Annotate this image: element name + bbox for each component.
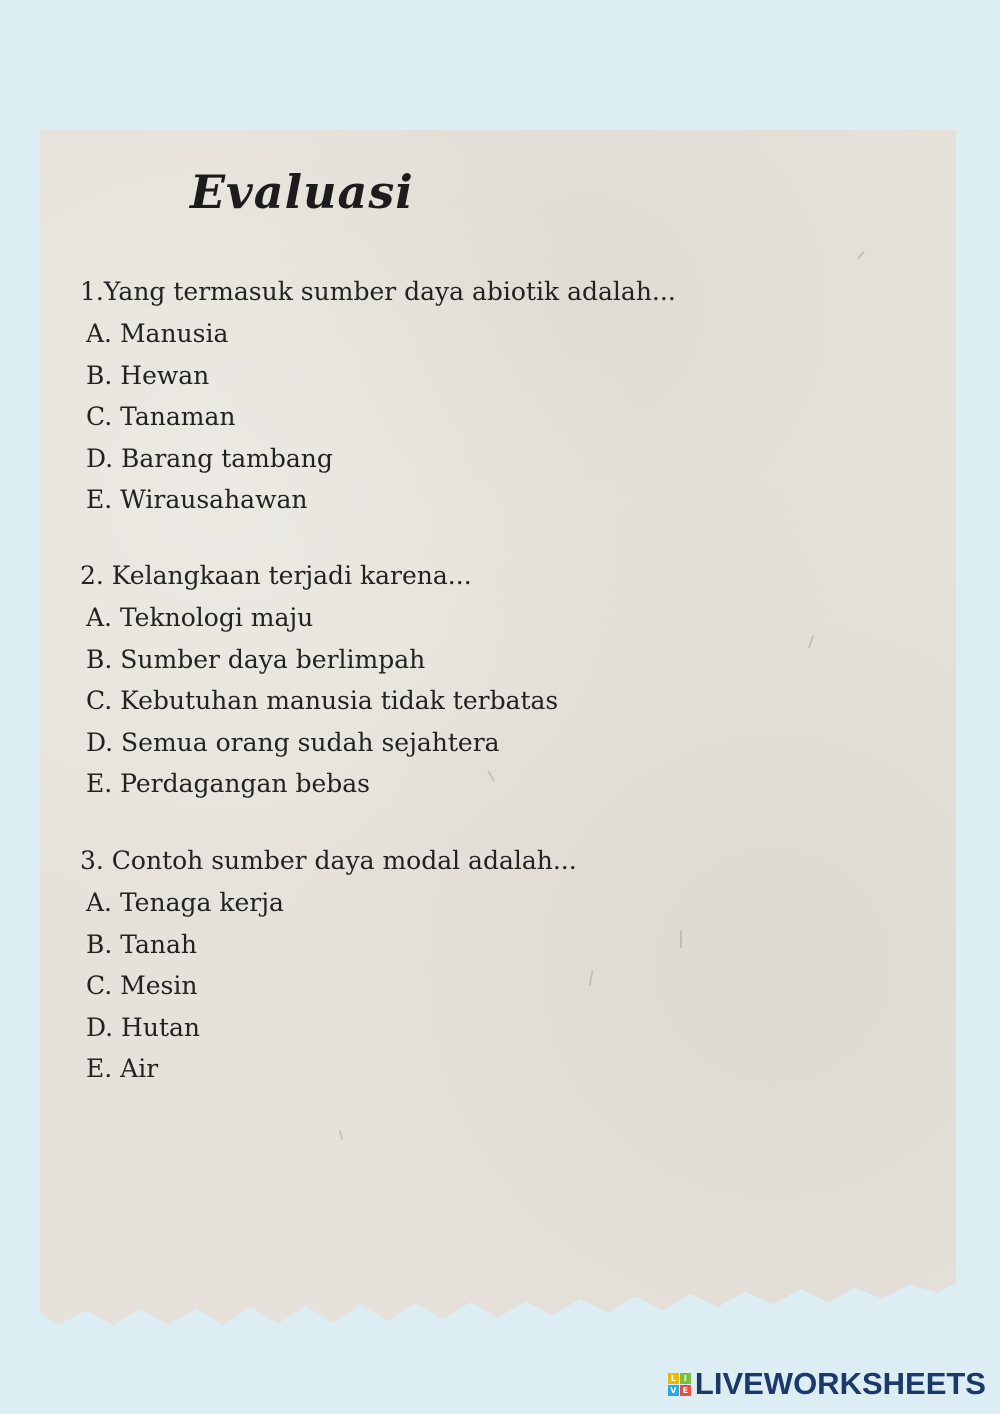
option-d: D. Semua orang sudah sejahtera — [86, 727, 500, 757]
option-e: E. Perdagangan bebas — [86, 769, 370, 798]
question-2 — [80, 555, 900, 805]
option-a: A. Teknologi maju — [86, 603, 314, 632]
option-b: B. Sumber daya berlimpah — [86, 644, 426, 674]
option-c: C. Kebutuhan manusia tidak terbatas — [86, 686, 559, 715]
option-e: E. Wirausahawan — [86, 485, 308, 514]
paper-fiber — [857, 251, 865, 260]
option-c: C. Mesin — [86, 971, 198, 1000]
brand-name: LIVEWORKSHEETS — [694, 1366, 986, 1401]
question-1 — [80, 271, 900, 521]
option-b: B. Hewan — [86, 360, 210, 390]
option-c: C. Tanaman — [86, 402, 236, 431]
option-d: D. Barang tambang — [86, 443, 333, 473]
question-3 — [80, 840, 900, 1090]
logo-letter-e: E — [680, 1385, 691, 1396]
question-text: 1.Yang termasuk sumber daya abiotik adalah... — [80, 277, 676, 306]
logo-letter-l: L — [668, 1373, 679, 1384]
question-text: 2. Kelangkaan terjadi karena... — [80, 561, 472, 590]
page-title: Evaluasi — [190, 165, 414, 219]
option-b: B. Tanah — [86, 929, 198, 959]
logo-letter-v: V — [668, 1385, 679, 1396]
option-d: D. Hutan — [86, 1012, 201, 1042]
liveworksheets-icon — [668, 1373, 691, 1396]
liveworksheets-logo — [668, 1366, 986, 1402]
logo-letter-i: I — [680, 1373, 691, 1384]
option-a: A. Tenaga kerja — [86, 888, 284, 917]
option-a: A. Manusia — [86, 319, 229, 348]
option-e: E. Air — [86, 1054, 159, 1083]
question-text: 3. Contoh sumber daya modal adalah... — [80, 846, 577, 875]
paper-fiber — [339, 1130, 344, 1140]
